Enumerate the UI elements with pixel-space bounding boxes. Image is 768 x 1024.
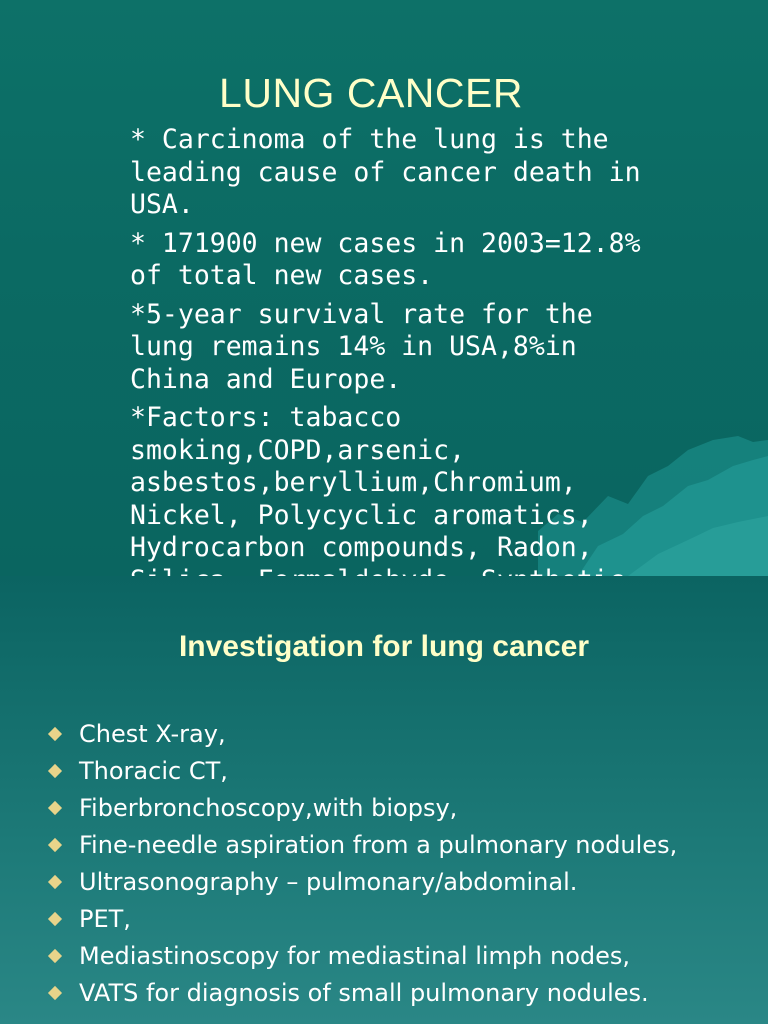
diamond-bullet-icon bbox=[48, 874, 62, 888]
paragraph-new-cases: * 171900 new cases in 2003=12.8% of total new cases. bbox=[130, 227, 641, 291]
list-item-text: Mediastinoscopy for mediastinal limph nodes, bbox=[79, 941, 631, 970]
list-item bbox=[46, 937, 756, 974]
paragraph-survival-rate: *5-year survival rate for the lung remains 14% in USA,8%in China and Europe. bbox=[130, 298, 593, 395]
list-item-text: Chest X-ray, bbox=[79, 719, 226, 748]
list-item-text: Ultrasonography – pulmonary/abdominal. bbox=[79, 867, 578, 896]
paragraph-risk-factors: *Factors: tabacco smoking,COPD,arsenic, asbestos,beryllium,Chromium, Nickel, Polycyclic aromatics, Hydrocarbon compounds, Radon, bbox=[130, 402, 593, 563]
list-item-text: Fine-needle aspiration from a pulmonary nodules, bbox=[79, 830, 678, 859]
diamond-bullet-icon bbox=[48, 985, 62, 999]
list-item-text: PET, bbox=[79, 904, 131, 933]
diamond-bullet-icon bbox=[48, 837, 62, 851]
slide-title: LUNG CANCER bbox=[219, 70, 523, 116]
list-item bbox=[46, 715, 756, 752]
list-item bbox=[46, 789, 756, 826]
list-item bbox=[46, 826, 756, 863]
diamond-bullet-icon bbox=[48, 948, 62, 962]
list-item bbox=[46, 974, 756, 1011]
investigation-list bbox=[46, 715, 756, 1011]
list-item-text: Fiberbronchoscopy,with biopsy, bbox=[79, 793, 458, 822]
slide-body bbox=[130, 124, 670, 603]
list-item-text: Thoracic CT, bbox=[79, 756, 228, 785]
list-item-text: VATS for diagnosis of small pulmonary nodules. bbox=[79, 978, 649, 1007]
slide-investigation bbox=[0, 576, 768, 1024]
slide-title: Investigation for lung cancer bbox=[178, 630, 590, 663]
diamond-bullet-icon bbox=[48, 763, 62, 777]
paragraph-leading-cause: * Carcinoma of the lung is the leading cause of cancer death in USA. bbox=[130, 124, 641, 220]
list-item bbox=[46, 900, 756, 937]
list-item bbox=[46, 863, 756, 900]
diamond-bullet-icon bbox=[48, 726, 62, 740]
diamond-bullet-icon bbox=[48, 911, 62, 925]
list-item bbox=[46, 752, 756, 789]
diamond-bullet-icon bbox=[48, 800, 62, 814]
